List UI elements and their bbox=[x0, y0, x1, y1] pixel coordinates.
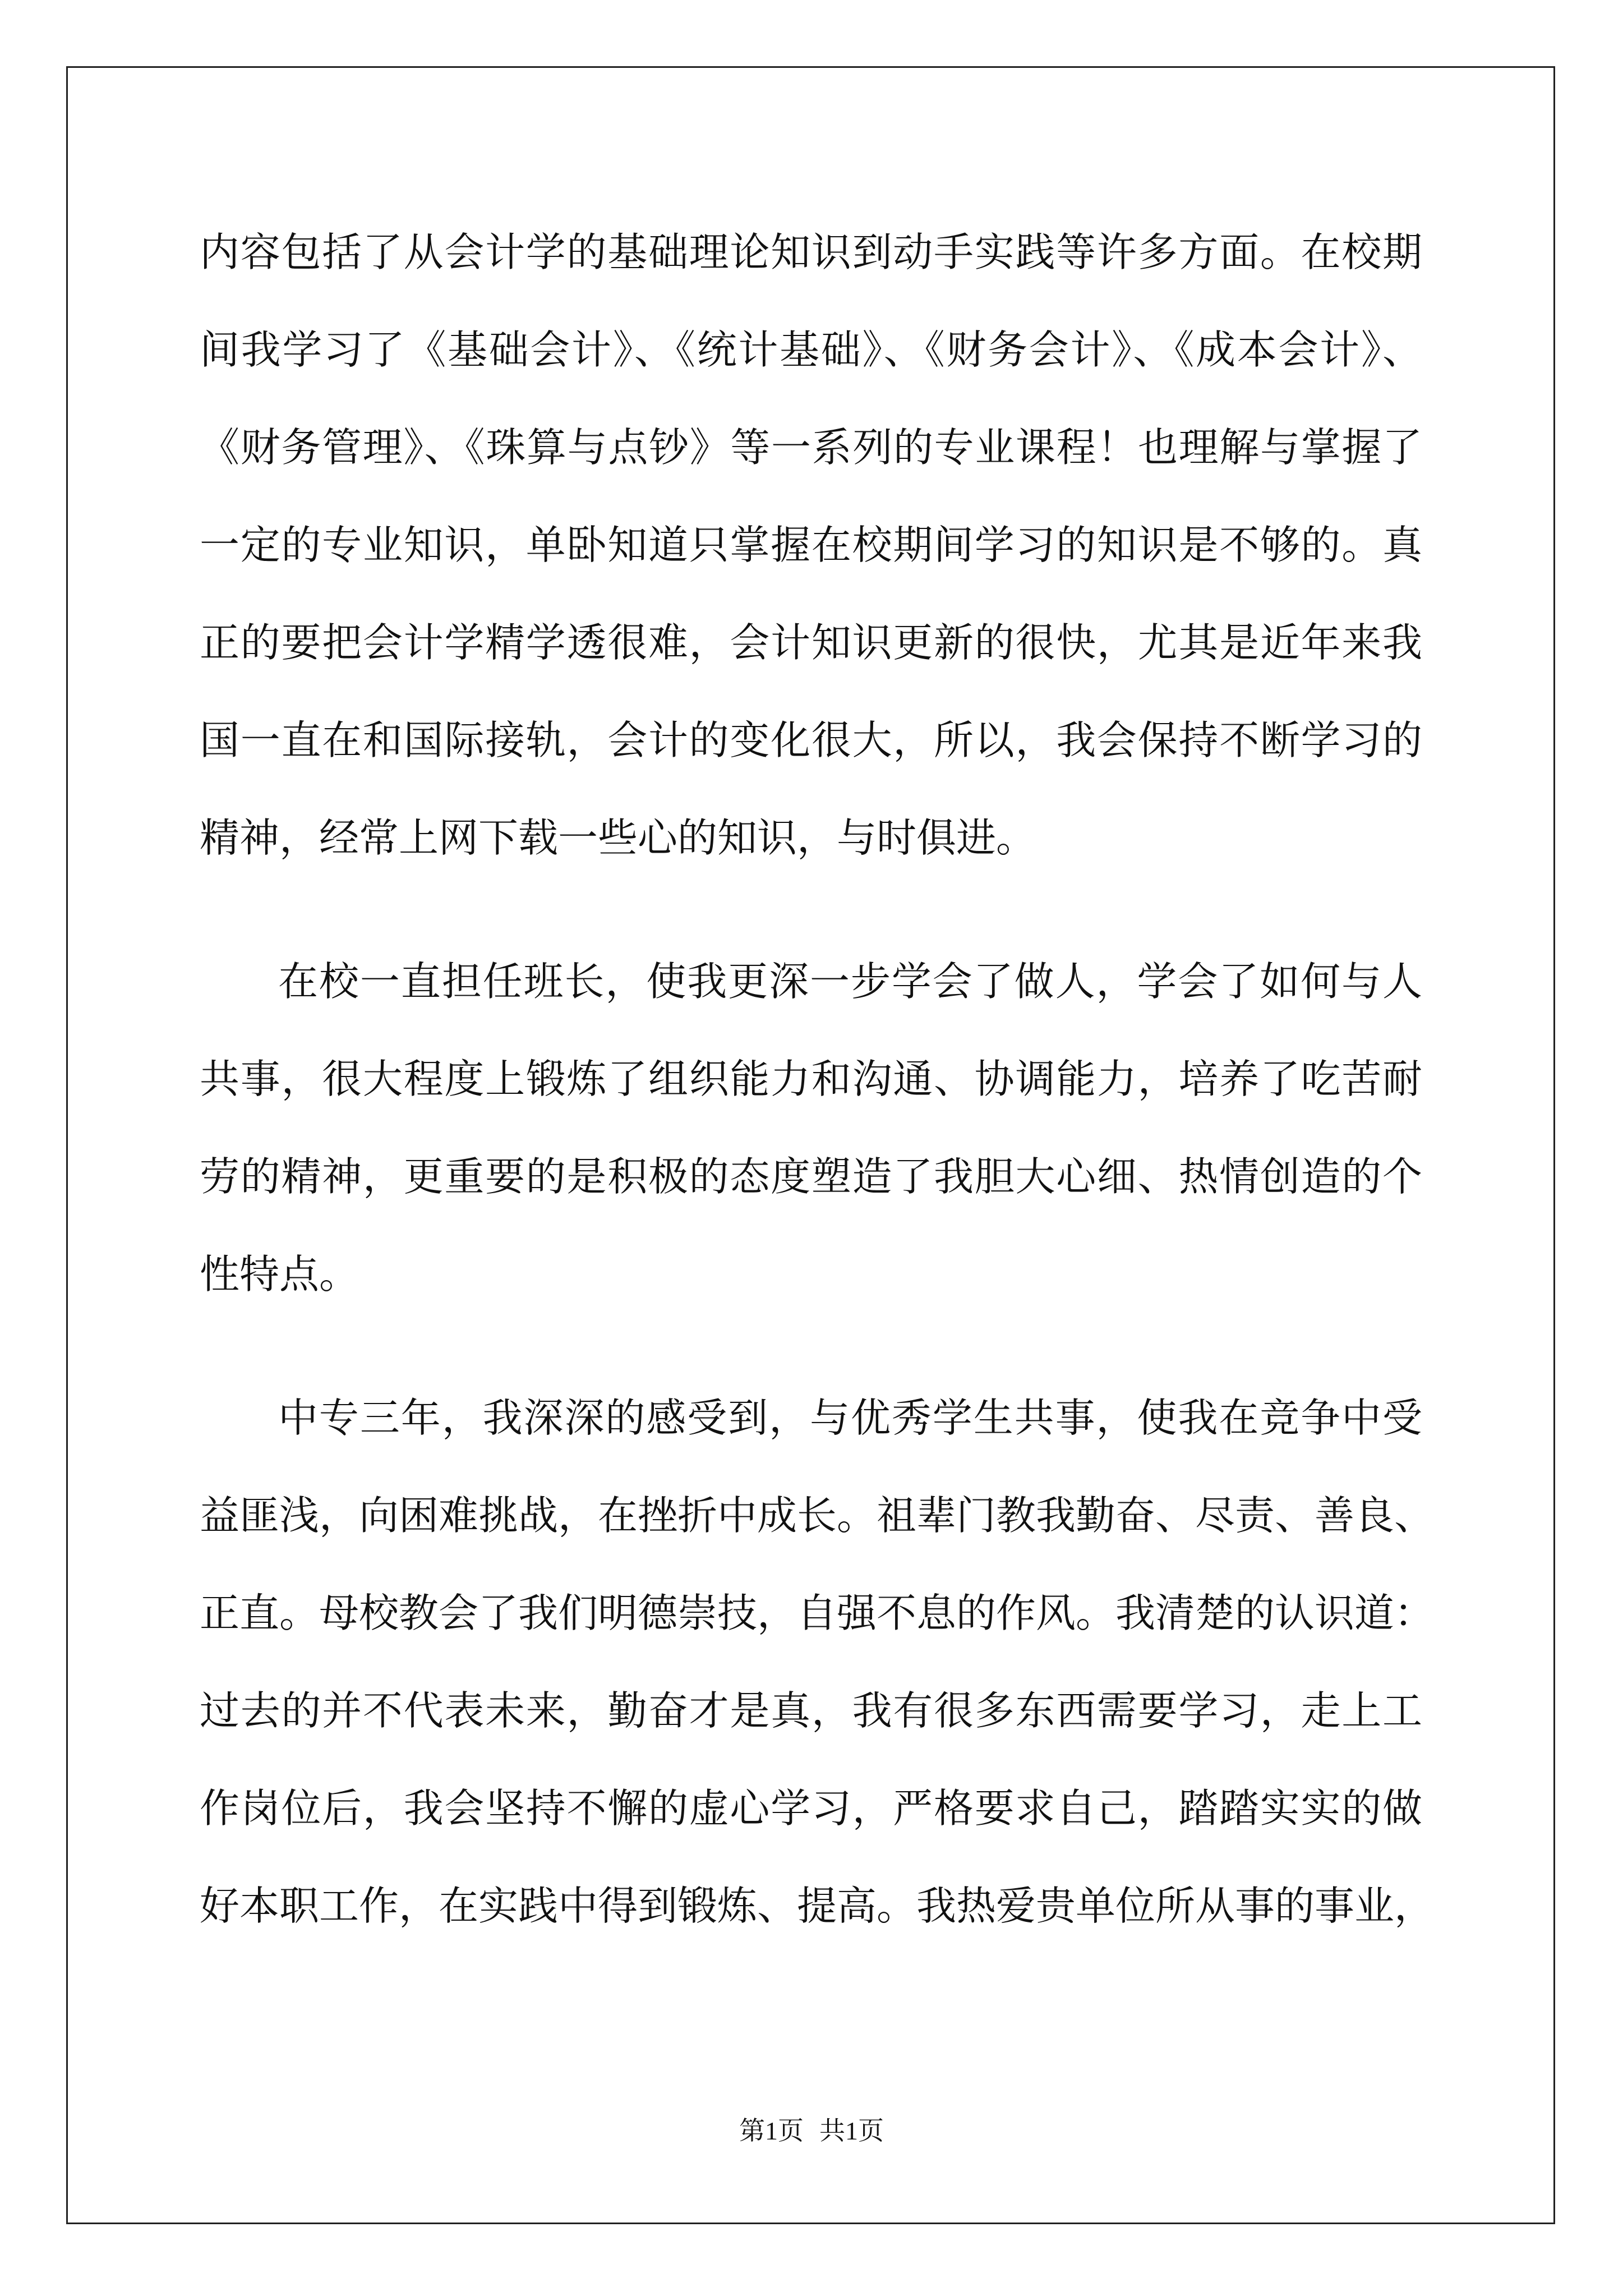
page-total: 共1页 bbox=[819, 2116, 884, 2145]
text-line: 好本职工作，在实践中得到锻炼、提高。我热爱贵单位所从事的事业， bbox=[200, 1883, 1435, 1929]
text-line: 间我学习了《基础会计》、《统计基础》、《财务会计》、《成本会计》、 bbox=[200, 326, 1422, 373]
text-line: 作岗位后，我会坚持不懈的虚心学习，严格要求自己，踏踏实实的做 bbox=[200, 1785, 1422, 1832]
text-line: 正直。母校教会了我们明德崇技，自强不息的作风。我清楚的认识道： bbox=[200, 1590, 1435, 1636]
text-line: 益匪浅，向困难挑战，在挫折中成长。祖辈门教我勤奋、尽责、善良、 bbox=[200, 1492, 1435, 1539]
text-line: 内容包括了从会计学的基础理论知识到动手实践等许多方面。在校期 bbox=[200, 229, 1422, 275]
text-line: 性特点。 bbox=[200, 1251, 359, 1297]
text-line: 《财务管理》、《珠算与点钞》等一系列的专业课程！也理解与掌握了 bbox=[200, 424, 1422, 471]
text-line: 中专三年，我深深的感受到，与优秀学生共事，使我在竞争中受 bbox=[278, 1395, 1422, 1441]
text-line: 精神，经常上网下载一些心的知识，与时俱进。 bbox=[200, 815, 1036, 861]
text-line: 国一直在和国际接轨，会计的变化很大，所以，我会保持不断学习的 bbox=[200, 717, 1422, 763]
text-line: 共事，很大程度上锻炼了组织能力和沟通、协调能力，培养了吃苦耐 bbox=[200, 1056, 1422, 1102]
page-footer bbox=[0, 2114, 1623, 2148]
text-line: 正的要把会计学精学透很难，会计知识更新的很快，尤其是近年来我 bbox=[200, 619, 1422, 666]
text-line: 过去的并不代表未来，勤奋才是真，我有很多东西需要学习，走上工 bbox=[200, 1687, 1422, 1734]
page-number: 第1页 bbox=[739, 2116, 804, 2145]
text-line: 在校一直担任班长，使我更深一步学会了做人，学会了如何与人 bbox=[278, 958, 1422, 1005]
text-line: 一定的专业知识，单卧知道只掌握在校期间学习的知识是不够的。真 bbox=[200, 522, 1422, 568]
text-line: 劳的精神，更重要的是积极的态度塑造了我胆大心细、热情创造的个 bbox=[200, 1153, 1422, 1200]
